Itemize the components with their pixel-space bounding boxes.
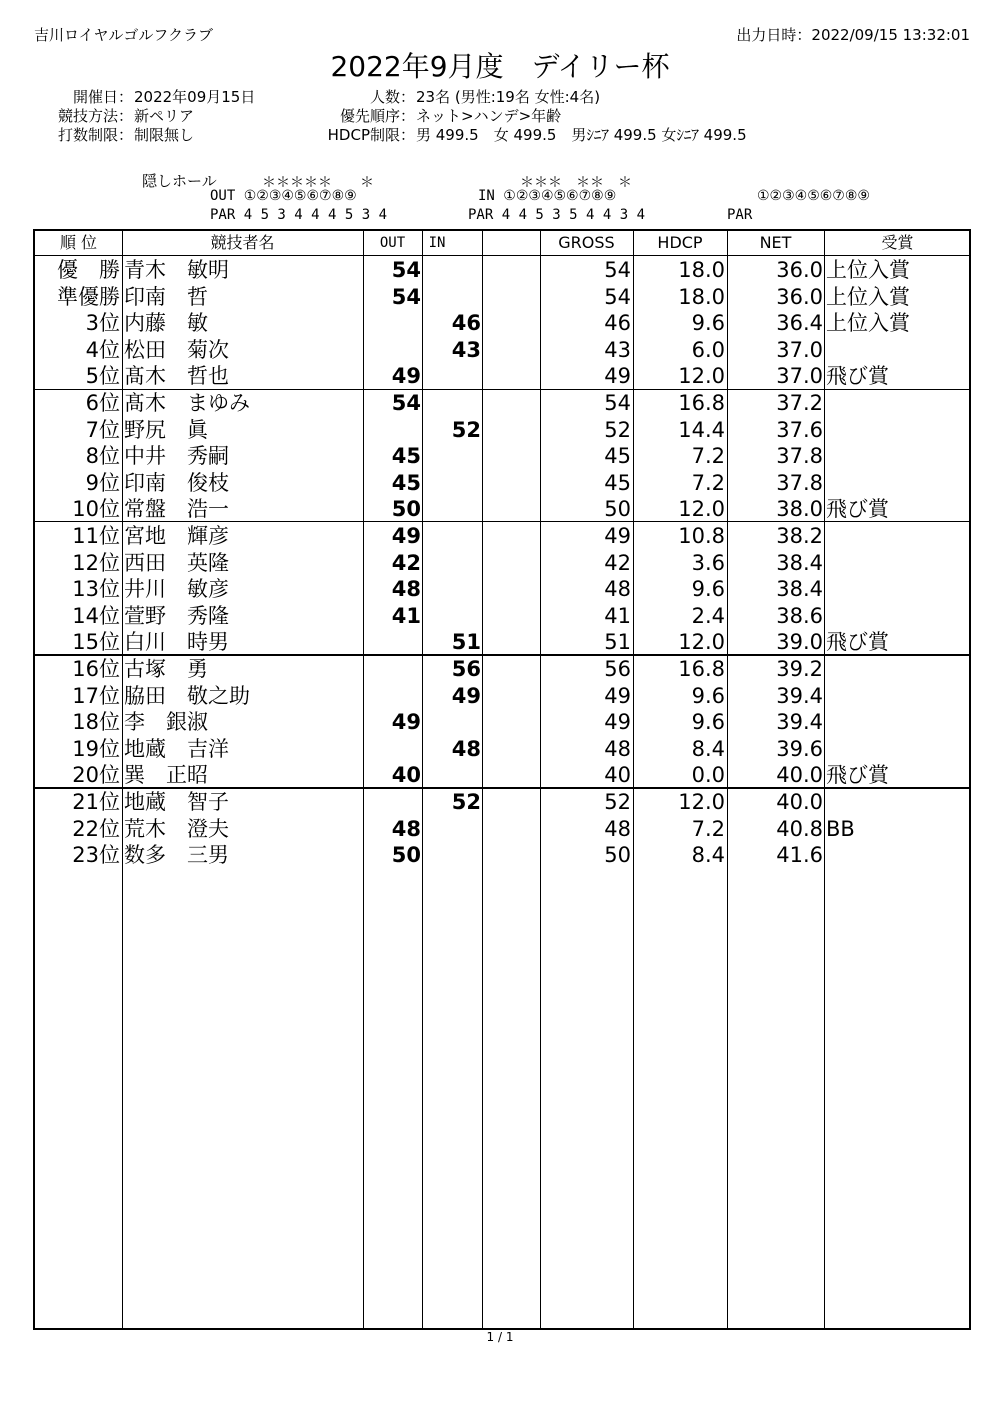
cell-award: BB — [826, 816, 855, 841]
table-row — [35, 470, 969, 497]
table-row — [35, 762, 969, 789]
cell-rank: 21位 — [72, 790, 120, 814]
cell-rank: 準優勝 — [57, 284, 120, 309]
cell-name: 古塚 勇 — [124, 657, 208, 681]
cell-gross: 41 — [604, 603, 631, 628]
cell-net: 36.0 — [776, 258, 823, 282]
count-value: 23名 (男性:19名 女性:4名) — [416, 88, 601, 106]
table-row — [35, 816, 969, 843]
table-row — [35, 337, 969, 364]
cell-gross: 54 — [604, 391, 631, 415]
priority-value: ネット>ハンデ>年齢 — [416, 107, 562, 125]
table-row — [35, 736, 969, 763]
cell-hdcp: 7.2 — [691, 470, 725, 495]
cell-award: 飛び賞 — [826, 497, 889, 521]
cell-out: 40 — [391, 763, 421, 787]
cell-out: 49 — [391, 364, 421, 388]
cell-net: 37.8 — [776, 470, 823, 495]
cell-in: 52 — [451, 790, 481, 814]
cell-net: 38.2 — [776, 524, 823, 548]
header-rank: 順 位 — [59, 233, 98, 252]
limit-label: 打数制限： — [57, 126, 133, 144]
cell-net: 38.0 — [776, 497, 823, 521]
table-row — [35, 842, 969, 869]
date-value: 2022年09月15日 — [134, 88, 256, 106]
table-row — [35, 789, 969, 816]
table-row — [35, 709, 969, 736]
results-table — [33, 229, 971, 1330]
cell-name: 中井 秀嗣 — [124, 444, 229, 468]
cell-in: 56 — [451, 657, 481, 681]
cell-name: 巽 正昭 — [124, 763, 208, 787]
cell-out: 45 — [391, 444, 421, 468]
cell-in: 51 — [451, 630, 481, 654]
cell-name: 数多 三男 — [124, 843, 229, 867]
page-title: 2022年9月度 デイリー杯 — [330, 50, 670, 83]
cell-name: 常盤 浩一 — [124, 497, 229, 521]
club-name: 吉川ロイヤルゴルフクラブ — [34, 26, 213, 44]
cell-rank: 9位 — [85, 470, 120, 495]
table-row — [35, 629, 969, 656]
cell-gross: 48 — [604, 577, 631, 601]
cell-net: 37.8 — [776, 444, 823, 468]
table-row — [35, 496, 969, 523]
count-label: 人数： — [369, 88, 415, 106]
cell-rank: 4位 — [85, 337, 120, 362]
cell-award: 上位入賞 — [826, 258, 910, 282]
cell-gross: 50 — [604, 497, 631, 521]
cell-hdcp: 2.4 — [691, 603, 725, 628]
cell-hdcp: 16.8 — [678, 391, 725, 415]
cell-gross: 45 — [604, 444, 631, 468]
cell-hdcp: 18.0 — [678, 258, 725, 282]
cell-gross: 49 — [604, 710, 631, 734]
table-row — [35, 656, 969, 683]
cell-rank: 15位 — [72, 630, 120, 654]
cell-name: 地蔵 吉洋 — [124, 736, 229, 761]
cell-net: 38.6 — [776, 603, 823, 628]
cell-rank: 3位 — [85, 311, 120, 335]
cell-net: 39.2 — [776, 657, 823, 681]
hidden-holes-out-marks: ＊＊＊＊＊ ＊ — [262, 175, 374, 191]
table-row — [35, 417, 969, 444]
cell-name: 西田 英隆 — [124, 550, 229, 575]
header-blank — [482, 231, 540, 255]
cell-hdcp: 9.6 — [691, 577, 725, 601]
hdcp-limit-value: 男 499.5 女 499.5 男ｼﾆｱ 499.5 女ｼﾆｱ 499.5 — [416, 126, 747, 144]
method-value: 新ペリア — [134, 107, 195, 125]
cell-name: 白川 時男 — [124, 630, 229, 654]
priority-label: 優先順序： — [339, 107, 415, 125]
header-net: NET — [759, 233, 792, 252]
cell-hdcp: 12.0 — [678, 497, 725, 521]
header-rule — [35, 255, 969, 256]
cell-out: 54 — [391, 391, 421, 415]
cell-out: 49 — [391, 710, 421, 734]
header-award: 受賞 — [881, 233, 914, 252]
cell-in: 46 — [451, 311, 481, 335]
table-row — [35, 257, 969, 284]
header-out: OUT — [379, 235, 406, 251]
output-datetime: 出力日時：2022/09/15 13:32:01 — [736, 26, 970, 44]
cell-rank: 22位 — [72, 816, 120, 841]
cell-out: 41 — [391, 603, 421, 628]
out-holes: OUT ①②③④⑤⑥⑦⑧⑨ — [210, 188, 357, 204]
cell-gross: 52 — [604, 790, 631, 814]
cell-name: 青木 敏明 — [124, 258, 229, 282]
cell-net: 37.0 — [776, 364, 823, 388]
cell-net: 37.6 — [776, 417, 823, 442]
header-in: IN — [428, 235, 446, 251]
cell-gross: 52 — [604, 417, 631, 442]
cell-rank: 優 勝 — [57, 258, 120, 282]
table-row — [35, 683, 969, 710]
cell-out: 54 — [391, 284, 421, 309]
cell-hdcp: 14.4 — [678, 417, 725, 442]
cell-out: 50 — [391, 843, 421, 867]
cell-gross: 51 — [604, 630, 631, 654]
cell-rank: 11位 — [72, 524, 120, 548]
cell-gross: 46 — [604, 311, 631, 335]
extra-holes: ①②③④⑤⑥⑦⑧⑨ — [757, 188, 870, 204]
header-gross: GROSS — [558, 233, 615, 252]
cell-net: 40.0 — [776, 790, 823, 814]
cell-gross: 48 — [604, 736, 631, 761]
cell-name: 印南 俊枝 — [124, 470, 229, 495]
cell-net: 39.4 — [776, 683, 823, 708]
cell-out: 42 — [391, 550, 421, 575]
cell-gross: 50 — [604, 843, 631, 867]
hidden-holes-label: 隠しホール — [142, 172, 217, 190]
cell-rank: 18位 — [72, 710, 120, 734]
cell-out: 54 — [391, 258, 421, 282]
table-row — [35, 284, 969, 311]
cell-out: 48 — [391, 577, 421, 601]
cell-hdcp: 3.6 — [691, 550, 725, 575]
cell-rank: 20位 — [72, 763, 120, 787]
cell-name: 地蔵 智子 — [124, 790, 229, 814]
cell-name: 李 銀淑 — [124, 710, 208, 734]
cell-in: 48 — [451, 736, 481, 761]
cell-name: 内藤 敏 — [124, 311, 208, 335]
cell-net: 38.4 — [776, 577, 823, 601]
header-name: 競技者名 — [210, 233, 275, 252]
table-row — [35, 523, 969, 550]
cell-award: 飛び賞 — [826, 364, 889, 388]
header-hdcp: HDCP — [657, 233, 703, 252]
cell-gross: 54 — [604, 284, 631, 309]
cell-hdcp: 16.8 — [678, 657, 725, 681]
out-par: PAR 4 5 3 4 4 4 5 3 4 — [210, 207, 388, 223]
cell-hdcp: 12.0 — [678, 364, 725, 388]
cell-award: 飛び賞 — [826, 763, 889, 787]
table-row — [35, 603, 969, 630]
cell-net: 41.6 — [776, 843, 823, 867]
limit-value: 制限無し — [134, 126, 195, 144]
in-holes: IN ①②③④⑤⑥⑦⑧⑨ — [478, 188, 617, 204]
cell-rank: 8位 — [85, 444, 120, 468]
cell-hdcp: 18.0 — [678, 284, 725, 309]
cell-rank: 13位 — [72, 577, 120, 601]
cell-hdcp: 12.0 — [678, 790, 725, 814]
cell-net: 36.0 — [776, 284, 823, 309]
cell-rank: 23位 — [72, 843, 120, 867]
cell-hdcp: 7.2 — [691, 444, 725, 468]
in-par: PAR 4 4 5 3 5 4 4 3 4 — [468, 207, 646, 223]
cell-rank: 14位 — [72, 603, 120, 628]
cell-rank: 17位 — [72, 683, 120, 708]
cell-gross: 49 — [604, 524, 631, 548]
cell-name: 髙木 まゆみ — [124, 391, 250, 415]
cell-net: 39.0 — [776, 630, 823, 654]
cell-in: 52 — [451, 417, 481, 442]
cell-gross: 56 — [604, 657, 631, 681]
cell-award: 飛び賞 — [826, 630, 889, 654]
cell-gross: 40 — [604, 763, 631, 787]
table-row — [35, 550, 969, 577]
cell-gross: 54 — [604, 258, 631, 282]
hdcp-limit-label: HDCP制限： — [327, 126, 415, 144]
cell-gross: 45 — [604, 470, 631, 495]
cell-gross: 43 — [604, 337, 631, 362]
cell-rank: 6位 — [85, 391, 120, 415]
cell-net: 37.2 — [776, 391, 823, 415]
table-row — [35, 576, 969, 603]
cell-hdcp: 7.2 — [691, 816, 725, 841]
cell-name: 宮地 輝彦 — [124, 524, 229, 548]
cell-out: 48 — [391, 816, 421, 841]
table-row — [35, 363, 969, 390]
cell-name: 萱野 秀隆 — [124, 603, 229, 628]
cell-hdcp: 8.4 — [691, 736, 725, 761]
cell-net: 36.4 — [776, 311, 823, 335]
cell-hdcp: 9.6 — [691, 710, 725, 734]
cell-hdcp: 9.6 — [691, 311, 725, 335]
cell-rank: 12位 — [72, 550, 120, 575]
cell-out: 45 — [391, 470, 421, 495]
cell-name: 荒木 澄夫 — [124, 816, 229, 841]
table-row — [35, 443, 969, 470]
extra-par: PAR — [727, 207, 753, 223]
cell-in: 49 — [451, 683, 481, 708]
cell-gross: 42 — [604, 550, 631, 575]
cell-hdcp: 0.0 — [691, 763, 725, 787]
cell-hdcp: 12.0 — [678, 630, 725, 654]
date-label: 開催日： — [72, 88, 133, 106]
cell-in: 43 — [451, 337, 481, 362]
cell-net: 40.8 — [776, 816, 823, 841]
cell-name: 印南 哲 — [124, 284, 208, 309]
cell-net: 39.4 — [776, 710, 823, 734]
method-label: 競技方法： — [57, 107, 133, 125]
cell-hdcp: 6.0 — [691, 337, 725, 362]
cell-net: 39.6 — [776, 736, 823, 761]
cell-name: 野尻 眞 — [124, 417, 208, 442]
cell-rank: 19位 — [72, 736, 120, 761]
cell-award: 上位入賞 — [826, 284, 910, 309]
cell-name: 井川 敏彦 — [124, 577, 229, 601]
cell-out: 50 — [391, 497, 421, 521]
cell-gross: 49 — [604, 364, 631, 388]
cell-gross: 48 — [604, 816, 631, 841]
cell-hdcp: 9.6 — [691, 683, 725, 708]
hidden-holes-in-marks: ＊＊＊ ＊＊ ＊ — [520, 175, 632, 191]
cell-gross: 49 — [604, 683, 631, 708]
cell-hdcp: 8.4 — [691, 843, 725, 867]
cell-name: 髙木 哲也 — [124, 364, 229, 388]
cell-hdcp: 10.8 — [678, 524, 725, 548]
cell-net: 38.4 — [776, 550, 823, 575]
cell-name: 脇田 敬之助 — [124, 683, 250, 708]
cell-rank: 5位 — [85, 364, 120, 388]
cell-rank: 7位 — [85, 417, 120, 442]
cell-award: 上位入賞 — [826, 311, 910, 335]
cell-rank: 16位 — [72, 657, 120, 681]
page-number: 1 / 1 — [486, 1330, 514, 1344]
table-row — [35, 310, 969, 337]
table-row — [35, 390, 969, 417]
cell-net: 37.0 — [776, 337, 823, 362]
cell-out: 49 — [391, 524, 421, 548]
cell-net: 40.0 — [776, 763, 823, 787]
cell-name: 松田 菊次 — [124, 337, 229, 362]
cell-rank: 10位 — [72, 497, 120, 521]
